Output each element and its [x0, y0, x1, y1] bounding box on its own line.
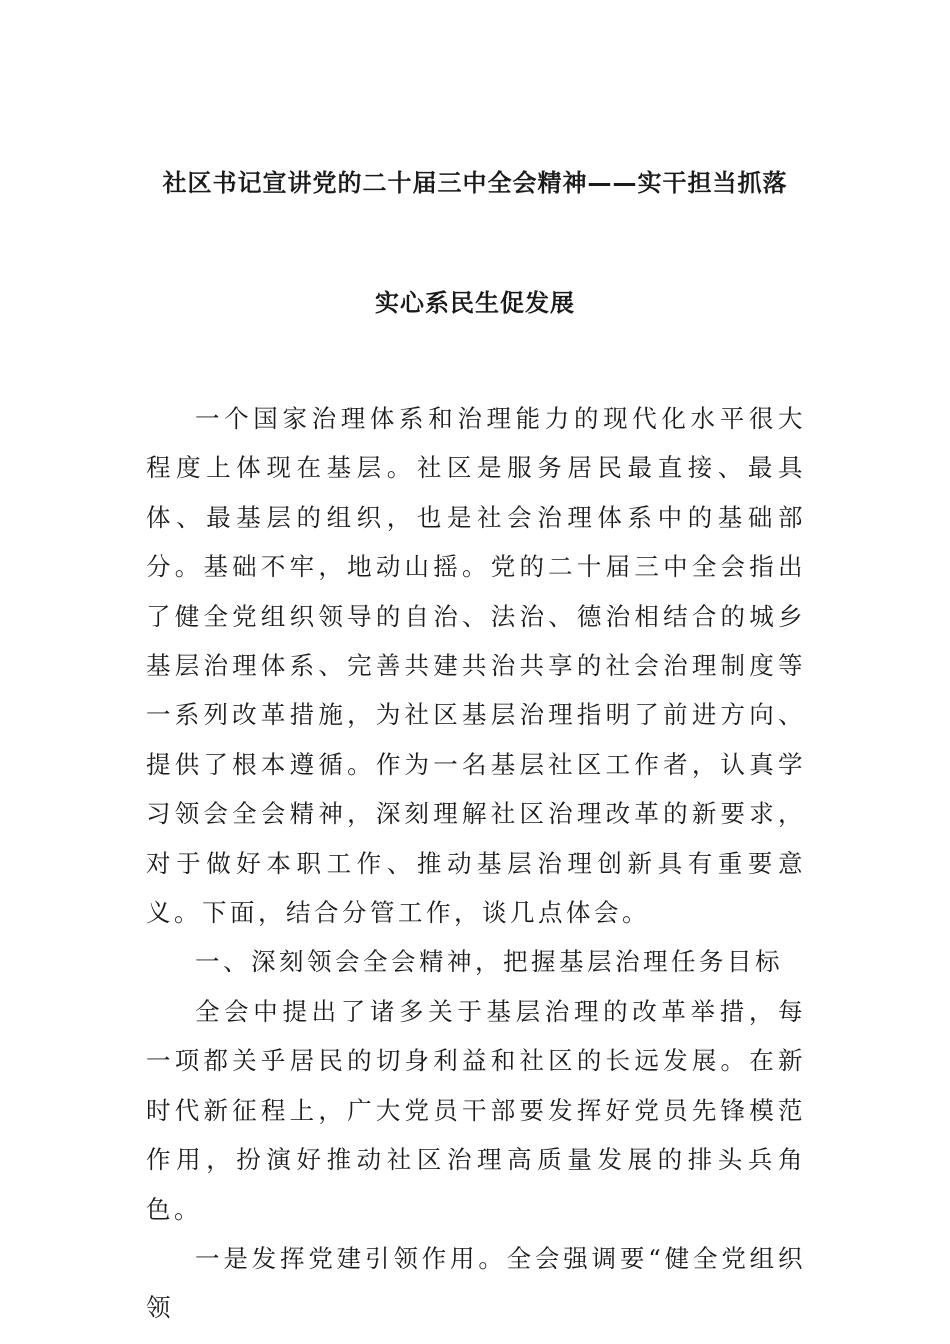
paragraph-point-1: 一是发挥党建引领作用。全会强调要“健全党组织领	[146, 1243, 806, 1323]
document-title-line-1: 社区书记宣讲党的二十届三中全会精神——实干担当抓落	[162, 169, 788, 197]
document-body	[146, 394, 806, 1333]
paragraph-section-1: 全会中提出了诸多关于基层治理的改革举措，每一项都关乎居民的切身利益和社区的长远发展。在新时代新征程上，广大党员干部要发挥好党员先锋模范作用，扮演好推动社区治理高质量发展的排头兵角色。	[146, 996, 806, 1224]
paragraph-intro: 一个国家治理体系和治理能力的现代化水平很大程度上体现在基层。社区是服务居民最直接、最具体、最基层的组织，也是社会治理体系中的基础部分。基础不牢，地动山摇。党的二十届三中全会指出了健全党组织领导的自治、法治、德治相结合的城乡基层治理体系、完善共建共治共享的社会治理制度等一系列改革措施，为社区基层治理指明了前进方向、提供了根本遵循。作为一名基层社区工作者，认真学习领会全会精神，深刻理解社区治理改革的新要求，对于做好本职工作、推动基层治理创新具有重要意义。下面，结合分管工作，谈几点体会。	[146, 404, 806, 928]
document-title-line-2: 实心系民生促发展	[375, 289, 575, 317]
section-heading-1: 一、深刻领会全会精神，把握基层治理任务目标	[195, 947, 783, 977]
